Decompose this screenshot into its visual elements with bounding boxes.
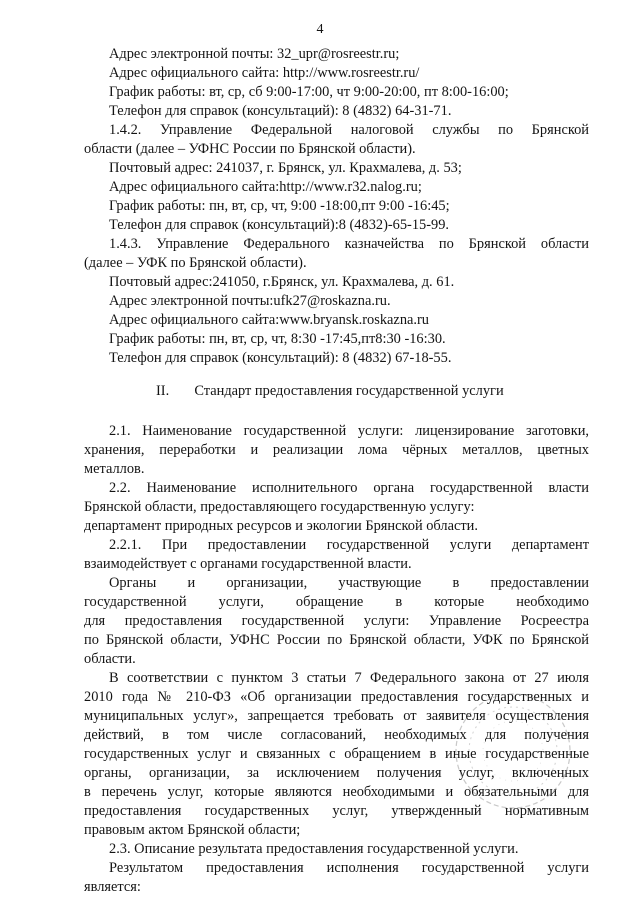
text-line: График работы: пн, вт, ср, чт, 9:00 -18:00,пт 9:00 -16:45; xyxy=(109,198,450,214)
text-line: по Брянской области, УФНС России по Брянской области, УФК по Брянской xyxy=(84,632,589,648)
text-line: государственных услуг и связанных с обращением в иные государственные xyxy=(84,746,589,762)
text-line: является: xyxy=(84,879,141,895)
text-line: в перечень услуг, которые являются необходимыми и обязательными для xyxy=(84,784,589,800)
text-line: Адрес официального сайта:www.bryansk.roskazna.ru xyxy=(109,312,429,328)
document-body xyxy=(84,45,589,897)
text-line: График работы: вт, ср, сб 9:00-17:00, чт 9:00-20:00, пт 8:00-16:00; xyxy=(109,84,509,100)
text-line: 1.4.3. Управление Федерального казначейства по Брянской области xyxy=(109,236,589,252)
text-line: хранения, переработки и реализации лома чёрных металлов, цветных xyxy=(84,442,589,458)
text-line: государственной услуги, обращение в которые необходимо xyxy=(84,594,589,610)
text-line: органы, организации, за исключением получения услуг, включенных xyxy=(84,765,589,781)
text-line: Адрес электронной почты:ufk27@roskazna.ru. xyxy=(109,293,391,309)
text-line: правовым актом Брянской области; xyxy=(84,822,301,838)
text-line: Почтовый адрес: 241037, г. Брянск, ул. Крахмалева, д. 53; xyxy=(109,160,462,176)
text-line: Брянской области, предоставляющего государственную услугу: xyxy=(84,499,475,515)
page-number: 4 xyxy=(316,22,324,37)
text-line: 2.2.1. При предоставлении государственной услуги департамент xyxy=(109,537,589,553)
text-line: В соответствии с пунктом 3 статьи 7 Федерального закона от 27 июля xyxy=(109,670,589,686)
text-line: 1.4.2. Управление Федеральной налоговой службы по Брянской xyxy=(109,122,589,138)
section-heading: II. Стандарт предоставления государственной услуги xyxy=(156,383,504,399)
text-line: Телефон для справок (консультаций): 8 (4832) 67-18-55. xyxy=(109,350,452,366)
text-line: предоставления государственных услуг, утвержденный нормативным xyxy=(84,803,589,819)
text-line: Телефон для справок (консультаций): 8 (4832) 64-31-71. xyxy=(109,103,452,119)
text-line: металлов. xyxy=(84,461,145,477)
text-line: Адрес официального сайта: http://www.rosreestr.ru/ xyxy=(109,65,420,81)
text-line: для предоставления государственной услуги: Управление Росреестра xyxy=(84,613,589,629)
text-line: Результатом предоставления исполнения государственной услуги xyxy=(109,860,589,876)
text-line: Почтовый адрес:241050, г.Брянск, ул. Крахмалева, д. 61. xyxy=(109,274,455,290)
text-line: взаимодействует с органами государственной власти. xyxy=(84,556,412,572)
text-line: муниципальных услуг», запрещается требовать от заявителя осуществления xyxy=(84,708,589,724)
text-line: 2.2. Наименование исполнительного органа государственной власти xyxy=(109,480,589,496)
text-line: 2010 года № 210-ФЗ «Об организации предоставления государственных и xyxy=(84,689,589,705)
text-line: области (далее – УФНС России по Брянской области). xyxy=(84,141,416,157)
text-line: действий, в том числе согласований, необходимых для получения xyxy=(84,727,589,743)
text-line: Адрес официального сайта:http://www.r32.nalog.ru; xyxy=(109,179,422,195)
spacer xyxy=(84,401,589,422)
text-line: Адрес электронной почты: 32_upr@rosreestr.ru; xyxy=(109,46,400,62)
text-line: области. xyxy=(84,651,136,667)
text-line: 2.1. Наименование государственной услуги: лицензирование заготовки, xyxy=(109,423,589,439)
spacer xyxy=(84,368,589,382)
text-line: 2.3. Описание результата предоставления государственной услуги. xyxy=(109,841,519,857)
text-line: Органы и организации, участвующие в предоставлении xyxy=(109,575,589,591)
text-line: График работы: пн, вт, ср, чт, 8:30 -17:45,пт8:30 -16:30. xyxy=(109,331,446,347)
text-line: департамент природных ресурсов и экологии Брянской области. xyxy=(84,518,478,534)
text-line: Телефон для справок (консультаций):8 (4832)-65-15-99. xyxy=(109,217,450,233)
text-line: (далее – УФК по Брянской области). xyxy=(84,255,307,271)
